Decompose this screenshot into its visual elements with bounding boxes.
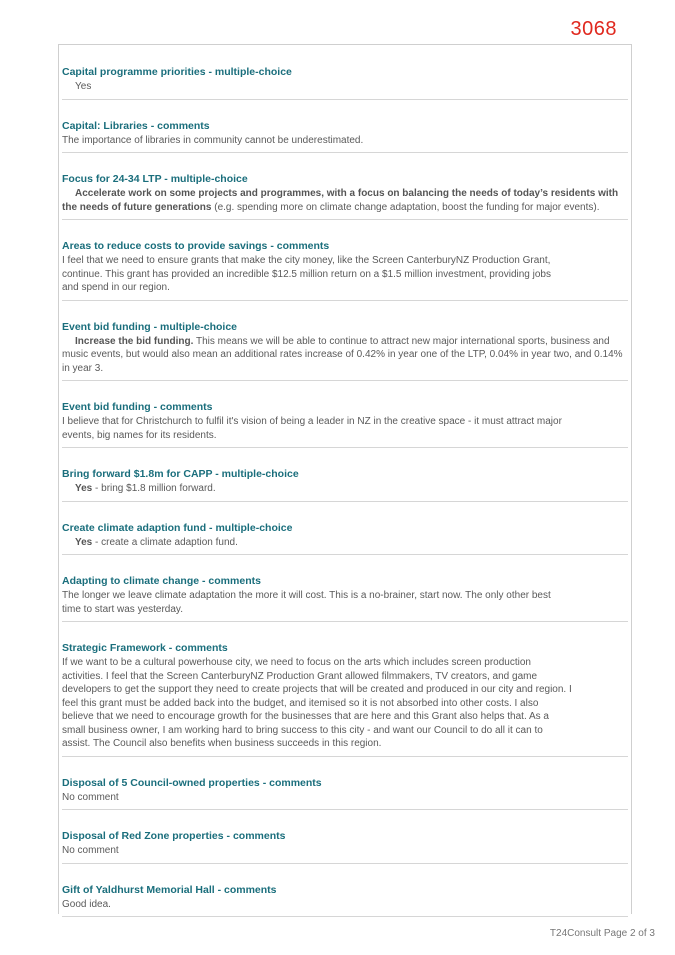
answer-text: The importance of libraries in community cannot be underestimated. xyxy=(62,134,364,146)
question-yaldhurst-hall xyxy=(62,864,628,918)
question-title: Areas to reduce costs to provide savings - comments xyxy=(62,240,330,252)
question-title: Bring forward $1.8m for CAPP - multiple-choice xyxy=(62,468,299,480)
question-answer xyxy=(62,482,628,496)
question-title: Gift of Yaldhurst Memorial Hall - comments xyxy=(62,883,277,896)
answer-choice: Increase the bid funding. xyxy=(75,335,194,347)
question-title: Focus for 24-34 LTP - multiple-choice xyxy=(62,173,248,185)
question-answer xyxy=(62,134,628,148)
question-answer xyxy=(62,335,628,376)
answer-text: The longer we leave climate adaptation the more it will cost. This is a no-brainer, start now. The only other best time to start was yesterday. xyxy=(62,590,551,615)
question-capital-libraries xyxy=(62,100,628,154)
question-capp xyxy=(62,448,628,502)
answer-text: This means we will be able to continue to attract new major international sports, business and music events, but would also mean an additional rates increase of 0.42% in year one of the LTP, 0.04% in year two, and 0.14% in year 3. xyxy=(62,335,623,374)
question-title: Disposal of Red Zone properties - comments xyxy=(62,830,286,842)
question-answer xyxy=(62,844,628,858)
answer-choice: Yes xyxy=(75,483,93,494)
page-footer: T24Consult Page 2 of 3 xyxy=(549,928,655,939)
question-strategic-framework xyxy=(62,622,628,757)
submission-content xyxy=(62,44,628,917)
answer-text: - bring $1.8 million forward. xyxy=(92,483,216,494)
question-answer xyxy=(62,80,628,94)
question-title: Capital programme priorities - multiple-choice xyxy=(62,66,292,78)
question-answer xyxy=(62,589,628,616)
question-answer xyxy=(62,415,628,442)
answer-text: - create a climate adaption fund. xyxy=(92,536,238,548)
answer-text: (e.g. spending more on climate change adaptation, boost the funding for major events). xyxy=(211,201,600,213)
question-event-bid-choice xyxy=(62,301,628,382)
question-answer xyxy=(62,187,628,214)
question-event-bid-comments xyxy=(62,381,628,448)
question-answer xyxy=(62,536,628,550)
question-answer xyxy=(62,898,628,912)
answer-text: No comment xyxy=(62,791,119,803)
question-capital-programme-priorities xyxy=(62,44,628,100)
question-answer xyxy=(62,656,628,751)
question-climate-adapting xyxy=(62,555,628,622)
answer-text: Yes xyxy=(75,81,92,92)
answer-text: I feel that we need to ensure grants that make the city money, like the Screen CanterburyNZ Production Grant, continue. This grant has provided an incredible $12.5 million return on a $1.5 million investment, providing jobs and spend in our region. xyxy=(62,255,551,293)
answer-text: I believe that for Christchurch to fulfil it's vision of being a leader in NZ in the creative space - it must attract major events, big names for its residents. xyxy=(62,416,562,441)
question-reduce-costs xyxy=(62,220,628,301)
question-title: Capital: Libraries - comments xyxy=(62,119,210,132)
question-title: Create climate adaption fund - multiple-choice xyxy=(62,521,293,534)
question-title: Strategic Framework - comments xyxy=(62,642,228,654)
question-title: Adapting to climate change - comments xyxy=(62,575,261,587)
question-climate-fund xyxy=(62,502,628,556)
answer-choice: Accelerate work on some projects and programmes, with a focus on balancing the needs of today’s residents with the needs of future generations xyxy=(62,188,619,213)
answer-text: No comment xyxy=(62,845,119,856)
answer-choice: Yes xyxy=(75,536,93,548)
question-answer xyxy=(62,254,628,295)
question-answer xyxy=(62,791,628,805)
question-disposal-red-zone xyxy=(62,810,628,864)
page-number: 3068 xyxy=(570,18,617,40)
question-focus-ltp xyxy=(62,153,628,220)
question-disposal-council-properties xyxy=(62,757,628,811)
question-title: Event bid funding - comments xyxy=(62,401,213,413)
question-title: Event bid funding - multiple-choice xyxy=(62,320,237,333)
answer-text: If we want to be a cultural powerhouse city, we need to focus on the arts which includes screen production activities. I feel that the Screen CanterburyNZ Production Grant allowed filmmakers, TV creators, and game developers to get the support they need to create projects that will be created and produced in our city and region. I feel this grant must be added back into the budget, and itemised so it is not absorbed into other costs. I also believe that we need to encourage growth for the businesses that are here and this Grant also helps that. As a small business owner, I am working hard to bring success to this city - and want our Council to do all it can to assist. The Council also benefits when business succeeds in this region. xyxy=(62,657,572,749)
question-title: Disposal of 5 Council-owned properties - comments xyxy=(62,776,322,789)
answer-text: Good idea. xyxy=(62,898,111,910)
